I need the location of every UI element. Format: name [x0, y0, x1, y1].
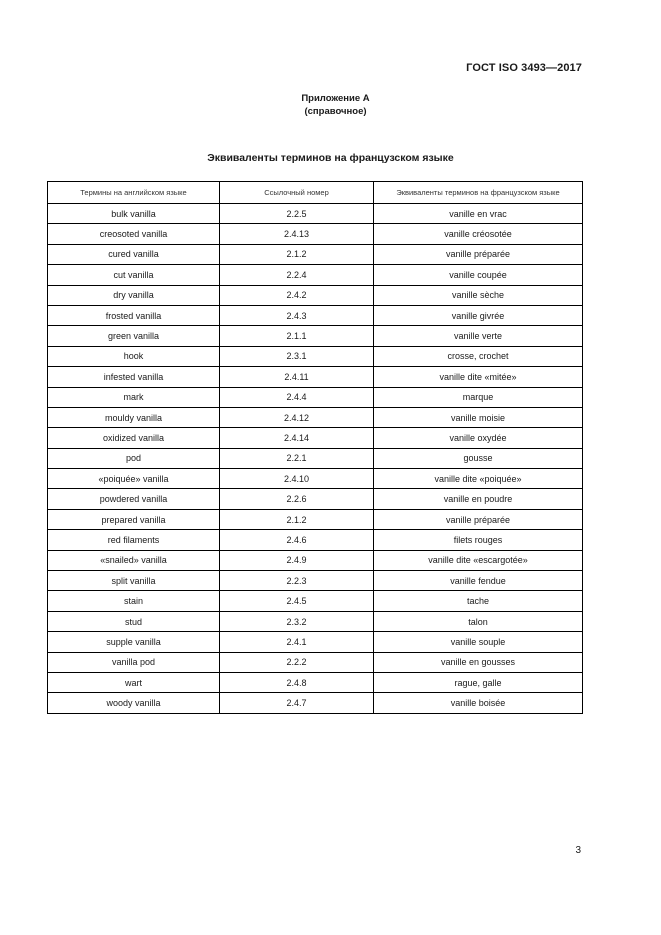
reference-number-cell: 2.1.2	[220, 509, 374, 529]
column-header-reference: Ссылочный номер	[220, 182, 374, 204]
annex-heading	[0, 92, 661, 118]
reference-number-cell: 2.4.4	[220, 387, 374, 407]
english-term-cell: red filaments	[48, 530, 220, 550]
french-term-cell: vanille coupée	[374, 265, 583, 285]
table-row	[48, 591, 583, 611]
reference-number-cell: 2.2.5	[220, 204, 374, 224]
table-row	[48, 305, 583, 325]
table-row	[48, 530, 583, 550]
reference-number-cell: 2.4.13	[220, 224, 374, 244]
table-row	[48, 632, 583, 652]
french-term-cell: vanille créosotée	[374, 224, 583, 244]
french-term-cell: vanille givrée	[374, 305, 583, 325]
column-header-french: Эквиваленты терминов на французском языке	[374, 182, 583, 204]
reference-number-cell: 2.4.12	[220, 407, 374, 427]
table-row	[48, 428, 583, 448]
table-row	[48, 693, 583, 713]
french-term-cell: marque	[374, 387, 583, 407]
english-term-cell: wart	[48, 672, 220, 692]
reference-number-cell: 2.3.2	[220, 611, 374, 631]
english-term-cell: infested vanilla	[48, 367, 220, 387]
table-row	[48, 326, 583, 346]
english-term-cell: stain	[48, 591, 220, 611]
page-number: 3	[575, 845, 581, 856]
reference-number-cell: 2.2.1	[220, 448, 374, 468]
french-term-cell: vanille en gousses	[374, 652, 583, 672]
reference-number-cell: 2.4.14	[220, 428, 374, 448]
french-term-cell: filets rouges	[374, 530, 583, 550]
annex-subtitle: (справочное)	[304, 106, 367, 117]
french-term-cell: talon	[374, 611, 583, 631]
reference-number-cell: 2.2.2	[220, 652, 374, 672]
reference-number-cell: 2.4.10	[220, 469, 374, 489]
french-term-cell: crosse, crochet	[374, 346, 583, 366]
english-term-cell: creosoted vanilla	[48, 224, 220, 244]
french-term-cell: vanille verte	[374, 326, 583, 346]
table-row	[48, 489, 583, 509]
english-term-cell: bulk vanilla	[48, 204, 220, 224]
french-term-cell: vanille préparée	[374, 244, 583, 264]
reference-number-cell: 2.4.9	[220, 550, 374, 570]
english-term-cell: cured vanilla	[48, 244, 220, 264]
french-term-cell: vanille souple	[374, 632, 583, 652]
english-term-cell: pod	[48, 448, 220, 468]
english-term-cell: split vanilla	[48, 571, 220, 591]
table-row	[48, 204, 583, 224]
reference-number-cell: 2.4.1	[220, 632, 374, 652]
french-term-cell: vanille oxydée	[374, 428, 583, 448]
table-row	[48, 224, 583, 244]
reference-number-cell: 2.4.3	[220, 305, 374, 325]
table-row	[48, 652, 583, 672]
french-term-cell: gousse	[374, 448, 583, 468]
english-term-cell: woody vanilla	[48, 693, 220, 713]
table-row	[48, 285, 583, 305]
table-row	[48, 672, 583, 692]
english-term-cell: «snailed» vanilla	[48, 550, 220, 570]
english-term-cell: supple vanilla	[48, 632, 220, 652]
table-body	[48, 204, 583, 714]
english-term-cell: hook	[48, 346, 220, 366]
table-row	[48, 469, 583, 489]
table-row	[48, 367, 583, 387]
english-term-cell: «poiquée» vanilla	[48, 469, 220, 489]
table-row	[48, 509, 583, 529]
english-term-cell: stud	[48, 611, 220, 631]
table-row	[48, 265, 583, 285]
reference-number-cell: 2.3.1	[220, 346, 374, 366]
french-term-cell: tache	[374, 591, 583, 611]
french-term-cell: vanille moisie	[374, 407, 583, 427]
french-term-cell: vanille en poudre	[374, 489, 583, 509]
reference-number-cell: 2.4.2	[220, 285, 374, 305]
table-row	[48, 611, 583, 631]
reference-number-cell: 2.4.11	[220, 367, 374, 387]
reference-number-cell: 2.2.4	[220, 265, 374, 285]
table-header-row	[48, 182, 583, 204]
english-term-cell: dry vanilla	[48, 285, 220, 305]
french-term-cell: vanille dite «escargotée»	[374, 550, 583, 570]
table-row	[48, 448, 583, 468]
table-row	[48, 244, 583, 264]
english-term-cell: green vanilla	[48, 326, 220, 346]
reference-number-cell: 2.1.1	[220, 326, 374, 346]
reference-number-cell: 2.4.5	[220, 591, 374, 611]
english-term-cell: oxidized vanilla	[48, 428, 220, 448]
english-term-cell: cut vanilla	[48, 265, 220, 285]
column-header-english: Термины на английском языке	[48, 182, 220, 204]
table-row	[48, 550, 583, 570]
annex-title: Приложение А	[301, 93, 370, 104]
english-term-cell: frosted vanilla	[48, 305, 220, 325]
reference-number-cell: 2.4.6	[220, 530, 374, 550]
reference-number-cell: 2.4.7	[220, 693, 374, 713]
table-row	[48, 387, 583, 407]
english-term-cell: vanilla pod	[48, 652, 220, 672]
french-term-cell: vanille préparée	[374, 509, 583, 529]
reference-number-cell: 2.2.6	[220, 489, 374, 509]
table-row	[48, 346, 583, 366]
english-term-cell: mark	[48, 387, 220, 407]
english-term-cell: powdered vanilla	[48, 489, 220, 509]
table-row	[48, 407, 583, 427]
french-term-cell: vanille fendue	[374, 571, 583, 591]
french-term-cell: vanille boisée	[374, 693, 583, 713]
french-term-cell: vanille dite «mitée»	[374, 367, 583, 387]
french-term-cell: vanille en vrac	[374, 204, 583, 224]
french-term-cell: vanille sèche	[374, 285, 583, 305]
table-row	[48, 571, 583, 591]
reference-number-cell: 2.2.3	[220, 571, 374, 591]
terms-table	[47, 181, 583, 714]
french-term-cell: rague, galle	[374, 672, 583, 692]
reference-number-cell: 2.1.2	[220, 244, 374, 264]
table-title: Эквиваленты терминов на французском языке	[207, 152, 454, 164]
english-term-cell: mouldy vanilla	[48, 407, 220, 427]
english-term-cell: prepared vanilla	[48, 509, 220, 529]
standard-code: ГОСТ ISO 3493—2017	[466, 62, 582, 74]
reference-number-cell: 2.4.8	[220, 672, 374, 692]
french-term-cell: vanille dite «poiquée»	[374, 469, 583, 489]
